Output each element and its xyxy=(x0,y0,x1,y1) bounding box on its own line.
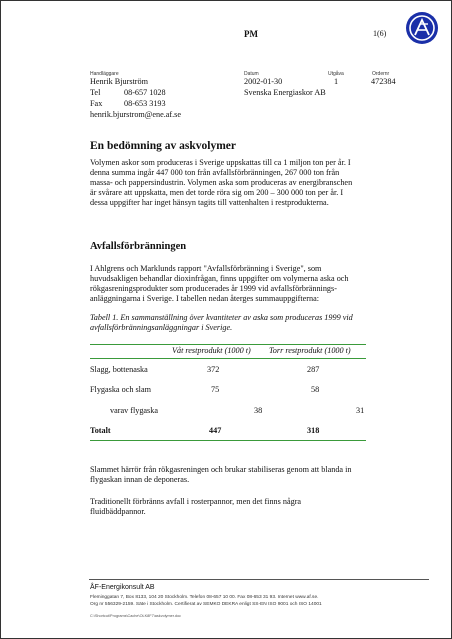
fax-label: Fax xyxy=(90,99,103,108)
tel-number: 08-657 1028 xyxy=(124,88,166,97)
email: henrik.bjurstrom@ene.af.se xyxy=(90,110,181,119)
page-title: En bedömning av askvolymer xyxy=(90,140,237,152)
caption-line: Tabell 1. En sammanställning över kvantiteter av aska som produceras 1999 vid xyxy=(90,313,353,322)
last-line: Traditionellt förbränns avfall i rosterpannor, men det finns några xyxy=(90,497,302,506)
order-number: 472384 xyxy=(371,77,396,86)
last-paragraph xyxy=(90,497,430,517)
row-dry-slagg: 287 xyxy=(307,365,320,374)
intro-line: Volymen askor som produceras i Sverige uppskattas till ca 1 miljon ton per år. I xyxy=(90,158,351,167)
col-header-wet: Våt restprodukt (1000 t) xyxy=(172,346,251,355)
after-table-paragraph xyxy=(90,465,430,485)
row-dry-flygaska-slam: 58 xyxy=(311,385,320,394)
edition: 1 xyxy=(334,77,339,86)
page-count: 1(6) xyxy=(373,29,387,38)
row-label-slagg: Slagg, bottenaska xyxy=(90,365,148,374)
intro-paragraph xyxy=(90,158,430,208)
footer-address: Fleminggatan 7, Box 8133, 104 20 Stockholm. Telefon 08-657 10 00. Fax 08-653 31 93. Internet www.af.se. xyxy=(90,595,319,600)
section-line: I Ahlgrens och Marklunds rapport "Avfallsförbränning i Sverige", som xyxy=(90,264,322,273)
row-dry-varav: 31 xyxy=(356,406,365,415)
col-header-dry: Torr restprodukt (1000 t) xyxy=(269,346,351,355)
intro-line: denna summa ingår 447 000 ton från avfallsförbränningen, 267 000 ton från xyxy=(90,168,340,177)
tel-label: Tel xyxy=(90,88,101,97)
caption-line: avfallsförbränningsanläggningar i Sverige. xyxy=(90,323,233,332)
datum-label: Datum xyxy=(244,71,259,77)
row-wet-flygaska-slam: 75 xyxy=(211,385,220,394)
af-logo xyxy=(406,12,438,44)
section-line: anläggningarna i Sverige. I tabellen nedan återges summauppgifterna: xyxy=(90,294,320,303)
section-heading: Avfallsförbränningen xyxy=(90,241,187,252)
section-line: huvudsakligen behandlar dioxinfrågan, finns uppgifter om volymerna aska och xyxy=(90,274,349,283)
after-line: Slammet härrör från rökgasreningen och brukar stabiliseras genom att blanda in xyxy=(90,465,352,474)
total-wet: 447 xyxy=(209,426,222,435)
footer-path: C:\Shortcut\Programs\Cache\OLK8F7\askvolymer.doc xyxy=(90,614,181,618)
section-paragraph xyxy=(90,264,430,304)
table-header-rule xyxy=(90,358,366,359)
author: Henrik Bjurström xyxy=(90,77,148,86)
row-label-varav: varav flygaska xyxy=(110,406,158,415)
intro-line: dessa uppgifter har inget hänsyn tagits till vattenhalten i restprodukterna. xyxy=(90,198,329,207)
fax-number: 08-653 3193 xyxy=(124,99,166,108)
table-caption xyxy=(90,313,430,333)
recipient: Svenska Energiaskor AB xyxy=(244,88,326,97)
intro-line: är svårare att uppskatta, men det torde röra sig om 200 – 300 000 ton per år. I xyxy=(90,188,344,197)
table-bottom-rule xyxy=(90,440,366,441)
footer-company: ÅF-Energikonsult AB xyxy=(90,584,155,591)
total-label: Totalt xyxy=(90,426,111,435)
row-wet-varav: 38 xyxy=(254,406,263,415)
row-wet-slagg: 372 xyxy=(207,365,220,374)
handlaggare-label: Handläggare xyxy=(90,71,119,77)
total-dry: 318 xyxy=(307,426,320,435)
section-line: rökgasreningsprodukter som producerades år 1999 vid avfallsförbrännings- xyxy=(90,284,337,293)
doc-type: PM xyxy=(244,29,258,39)
ordernr-label: Ordernr xyxy=(372,71,390,77)
last-line: fluidbäddpannor. xyxy=(90,507,146,516)
intro-line: massa- och pappersindustrin. Volymen aska som produceras av energibranschen xyxy=(90,178,353,187)
utgava-label: Utgåva xyxy=(328,71,344,77)
table-top-rule xyxy=(90,344,366,345)
row-label-flygaska-slam: Flygaska och slam xyxy=(90,385,151,394)
date: 2002-01-30 xyxy=(244,77,283,86)
after-line: flygaskan innan de deponeras. xyxy=(90,475,190,484)
footer-org: Org nr 556329-2159. Säte i Stockholm. Certifierat av SEMKO DEKRA enligt SS-EN ISO 9001 och ISO 14001 xyxy=(90,602,322,607)
footer-rule xyxy=(89,579,429,580)
